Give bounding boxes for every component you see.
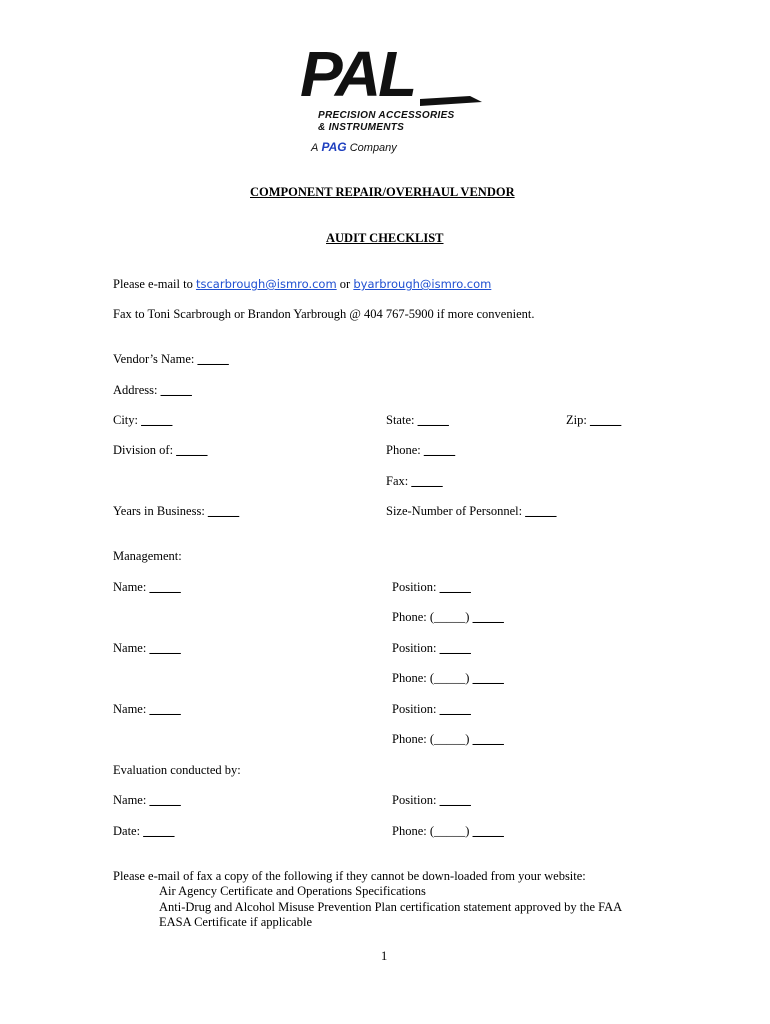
eval-name-field[interactable]: _____: [149, 793, 181, 807]
personnel-field[interactable]: _____: [525, 504, 557, 518]
mgmt-3-position-row: [392, 702, 471, 717]
vendor-name-row: [113, 352, 229, 367]
mgmt-position-label: Position:: [392, 641, 437, 655]
logo-line-1: PRECISION ACCESSORIES: [318, 110, 455, 121]
mgmt-3-phone-field[interactable]: _____: [472, 732, 504, 746]
eval-phone-label: Phone:: [392, 824, 427, 838]
zip-row: [566, 413, 621, 428]
logo-company-suffix: Company: [349, 142, 397, 154]
doc-subtitle: AUDIT CHECKLIST: [326, 231, 444, 245]
mgmt-2-phone-row: [392, 671, 504, 686]
mgmt-3-name-field[interactable]: _____: [149, 702, 181, 716]
eval-position-row: [392, 793, 471, 808]
closing-intro: Please e-mail of fax a copy of the following if they cannot be down-loaded from your website:: [113, 869, 586, 883]
eval-position-label: Position:: [392, 793, 437, 807]
division-label: Division of:: [113, 443, 174, 457]
evaluation-heading: Evaluation conducted by:: [113, 763, 241, 777]
personnel-row: [386, 504, 556, 519]
logo-company-brand: PAG: [321, 140, 347, 154]
mgmt-2-position-row: [392, 641, 471, 656]
mgmt-2-position-field[interactable]: _____: [439, 641, 471, 655]
mgmt-name-label: Name:: [113, 702, 147, 716]
logo-company-line: [311, 140, 397, 155]
mgmt-3-name-row: [113, 702, 181, 717]
mgmt-1-phone-field[interactable]: _____: [472, 610, 504, 624]
doc-title: COMPONENT REPAIR/OVERHAUL VENDOR: [250, 185, 515, 199]
fax-note: Fax to Toni Scarbrough or Brandon Yarbrough @ 404 767-5900 if more convenient.: [113, 307, 535, 321]
email-link-2[interactable]: byarbrough@ismro.com: [353, 277, 492, 291]
personnel-label: Size-Number of Personnel:: [386, 504, 523, 518]
mgmt-3-position-field[interactable]: _____: [439, 702, 471, 716]
years-field[interactable]: _____: [207, 504, 240, 518]
vendor-fax-row: [386, 474, 443, 489]
mgmt-1-area-code-field[interactable]: (_____): [429, 610, 470, 624]
eval-phone-row: [392, 824, 504, 839]
vendor-fax-label: Fax:: [386, 474, 409, 488]
years-label: Years in Business:: [113, 504, 205, 518]
mgmt-1-name-field[interactable]: _____: [149, 580, 181, 594]
mgmt-phone-label: Phone:: [392, 671, 427, 685]
airplane-icon: [420, 96, 482, 106]
eval-position-field[interactable]: _____: [439, 793, 471, 807]
eval-date-label: Date:: [113, 824, 141, 838]
years-row: [113, 504, 239, 519]
email-prefix: Please e-mail to: [113, 277, 193, 291]
mgmt-phone-label: Phone:: [392, 610, 427, 624]
closing-item: Anti-Drug and Alcohol Misuse Prevention Plan certification statement approved by the FAA: [159, 900, 623, 914]
logo-mark-text: PAL: [300, 44, 415, 110]
state-field[interactable]: _____: [417, 413, 449, 427]
address-label: Address:: [113, 383, 158, 397]
city-row: [113, 413, 172, 428]
mgmt-name-label: Name:: [113, 641, 147, 655]
mgmt-2-area-code-field[interactable]: (_____): [429, 671, 470, 685]
mgmt-1-phone-row: [392, 610, 504, 625]
vendor-name-label: Vendor’s Name:: [113, 352, 195, 366]
mgmt-name-label: Name:: [113, 580, 147, 594]
city-label: City:: [113, 413, 139, 427]
mgmt-2-name-row: [113, 641, 181, 656]
mgmt-3-area-code-field[interactable]: (_____): [429, 732, 470, 746]
vendor-fax-field[interactable]: _____: [411, 474, 443, 488]
mgmt-phone-label: Phone:: [392, 732, 427, 746]
mgmt-2-name-field[interactable]: _____: [149, 641, 181, 655]
vendor-name-field[interactable]: _____: [197, 352, 229, 366]
vendor-phone-field[interactable]: _____: [423, 443, 456, 457]
division-field[interactable]: _____: [176, 443, 208, 457]
eval-area-code-field[interactable]: (_____): [429, 824, 470, 838]
mgmt-3-phone-row: [392, 732, 504, 747]
city-field[interactable]: _____: [141, 413, 173, 427]
email-link-1[interactable]: tscarbrough@ismro.com: [195, 277, 337, 291]
mgmt-position-label: Position:: [392, 580, 437, 594]
email-or: or: [339, 277, 351, 291]
logo-company-prefix: A: [311, 142, 319, 154]
pal-logo-mark: [300, 44, 485, 114]
vendor-phone-row: [386, 443, 455, 458]
closing-item: EASA Certificate if applicable: [159, 915, 313, 929]
division-row: [113, 443, 207, 458]
mgmt-position-label: Position:: [392, 702, 437, 716]
state-label: State:: [386, 413, 415, 427]
eval-name-row: [113, 793, 181, 808]
state-row: [386, 413, 449, 428]
mgmt-1-name-row: [113, 580, 181, 595]
mgmt-2-phone-field[interactable]: _____: [472, 671, 504, 685]
closing-item: Air Agency Certificate and Operations Specifications: [159, 884, 426, 898]
mgmt-1-position-row: [392, 580, 471, 595]
logo-line-2: & INSTRUMENTS: [318, 122, 405, 133]
eval-date-row: [113, 824, 174, 839]
eval-date-field[interactable]: _____: [143, 824, 175, 838]
email-instructions: [113, 277, 491, 292]
management-heading: Management:: [113, 549, 182, 563]
address-field[interactable]: _____: [160, 383, 192, 397]
page-number: 1: [381, 949, 388, 963]
vendor-phone-label: Phone:: [386, 443, 421, 457]
zip-field[interactable]: _____: [589, 413, 622, 427]
zip-label: Zip:: [566, 413, 587, 427]
address-row: [113, 383, 192, 398]
mgmt-1-position-field[interactable]: _____: [439, 580, 471, 594]
eval-phone-field[interactable]: _____: [472, 824, 504, 838]
eval-name-label: Name:: [113, 793, 147, 807]
